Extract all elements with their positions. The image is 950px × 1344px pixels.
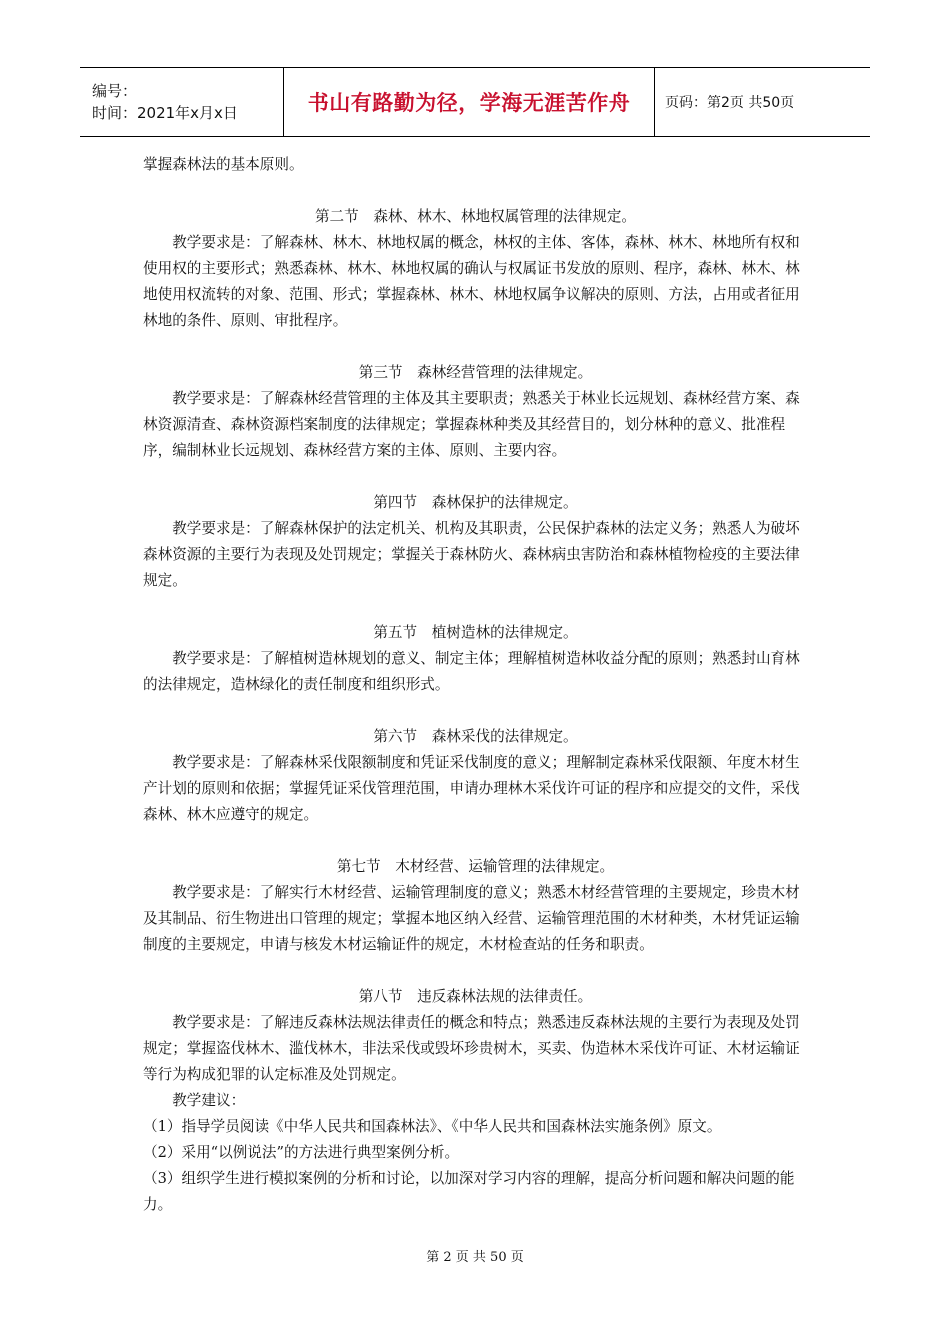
section-title: 第三节 森林经营管理的法律规定。 [358, 364, 593, 381]
section-title: 第四节 森林保护的法律规定。 [373, 494, 578, 511]
document-number-label: 编号： [92, 82, 138, 100]
section-body: 教学要求是：了解森林、林木、林地权属的概念，林权的主体、客体，森林、林木、林地所有权和使用权的主要形式；熟悉森林、林木、林地权属的确认与权属证书发放的原则、程序，森林、林木、林地使用权流转的对象、范围、形式；掌握森林、林木、林地权属争议解决的原则、方法，占用或者征用林地的条件、原则、审批程序。 [143, 234, 800, 329]
section-body: 教学要求是：了解植树造林规划的意义、制定主体；理解植树造林收益分配的原则；熟悉封山育林的法律规定，造林绿化的责任制度和组织形式。 [143, 650, 800, 693]
header-page-info: 页码：第2页 共50页 [665, 95, 795, 111]
suggestion-item: （1）指导学员阅读《中华人民共和国森林法》、《中华人民共和国森林法实施条例》原文。 [143, 1118, 722, 1135]
section-title: 第七节 木材经营、运输管理的法律规定。 [336, 858, 615, 875]
section-body: 教学要求是：了解森林采伐限额制度和凭证采伐制度的意义；理解制定森林采伐限额、年度木材生产计划的原则和依据；掌握凭证采伐管理范围，申请办理林木采伐许可证的程序和应提交的文件，采伐森林、林木应遵守的规定。 [143, 754, 800, 823]
section-body: 教学要求是：了解违反森林法规法律责任的概念和特点；熟悉违反森林法规的主要行为表现及处罚规定；掌握盗伐林木、滥伐林木，非法采伐或毁坏珍贵树木，买卖、伪造林木采伐许可证、木材运输证等行为构成犯罪的认定标准及处罚规定。 [143, 1014, 800, 1083]
document-body [143, 152, 808, 1218]
suggestion-item: （2）采用“以例说法”的方法进行典型案例分析。 [143, 1144, 460, 1161]
section-title: 第二节 森林、林木、林地权属管理的法律规定。 [314, 208, 637, 225]
suggestion-item: （3）组织学生进行模拟案例的分析和讨论，以加深对学习内容的理解，提高分析问题和解决问题的能力。 [143, 1170, 795, 1213]
section-title: 第八节 违反森林法规的法律责任。 [358, 988, 593, 1005]
section-body: 教学要求是：了解森林经营管理的主体及其主要职责；熟悉关于林业长远规划、森林经营方案、森林资源清查、森林资源档案制度的法律规定；掌握森林种类及其经营目的，划分林种的意义、批准程序，编制林业长远规划、森林经营方案的主体、原则、主要内容。 [143, 390, 800, 459]
suggestions-title: 教学建议： [172, 1092, 246, 1109]
header-meta [80, 68, 283, 136]
document-date-label: 时间：2021年x月x日 [92, 104, 238, 122]
page-footer: 第 2 页 共 50 页 [426, 1250, 524, 1265]
header-motto: 书山有路勤为径，学海无涯苦作舟 [283, 68, 655, 136]
section-body: 教学要求是：了解森林保护的法定机关、机构及其职责，公民保护森林的法定义务；熟悉人为破坏森林资源的主要行为表现及处罚规定；掌握关于森林防火、森林病虫害防治和森林植物检疫的主要法律规定。 [143, 520, 800, 589]
section-body: 教学要求是：了解实行木材经营、运输管理制度的意义；熟悉木材经营管理的主要规定，珍贵木材及其制品、衍生物进出口管理的规定；掌握本地区纳入经营、运输管理范围的木材种类，木材凭证运输制度的主要规定，申请与核发木材运输证件的规定，木材检查站的任务和职责。 [143, 884, 800, 953]
intro-line: 掌握森林法的基本原则。 [143, 156, 304, 173]
section-title: 第五节 植树造林的法律规定。 [373, 624, 578, 641]
section-title: 第六节 森林采伐的法律规定。 [373, 728, 578, 745]
page-header [80, 67, 870, 137]
